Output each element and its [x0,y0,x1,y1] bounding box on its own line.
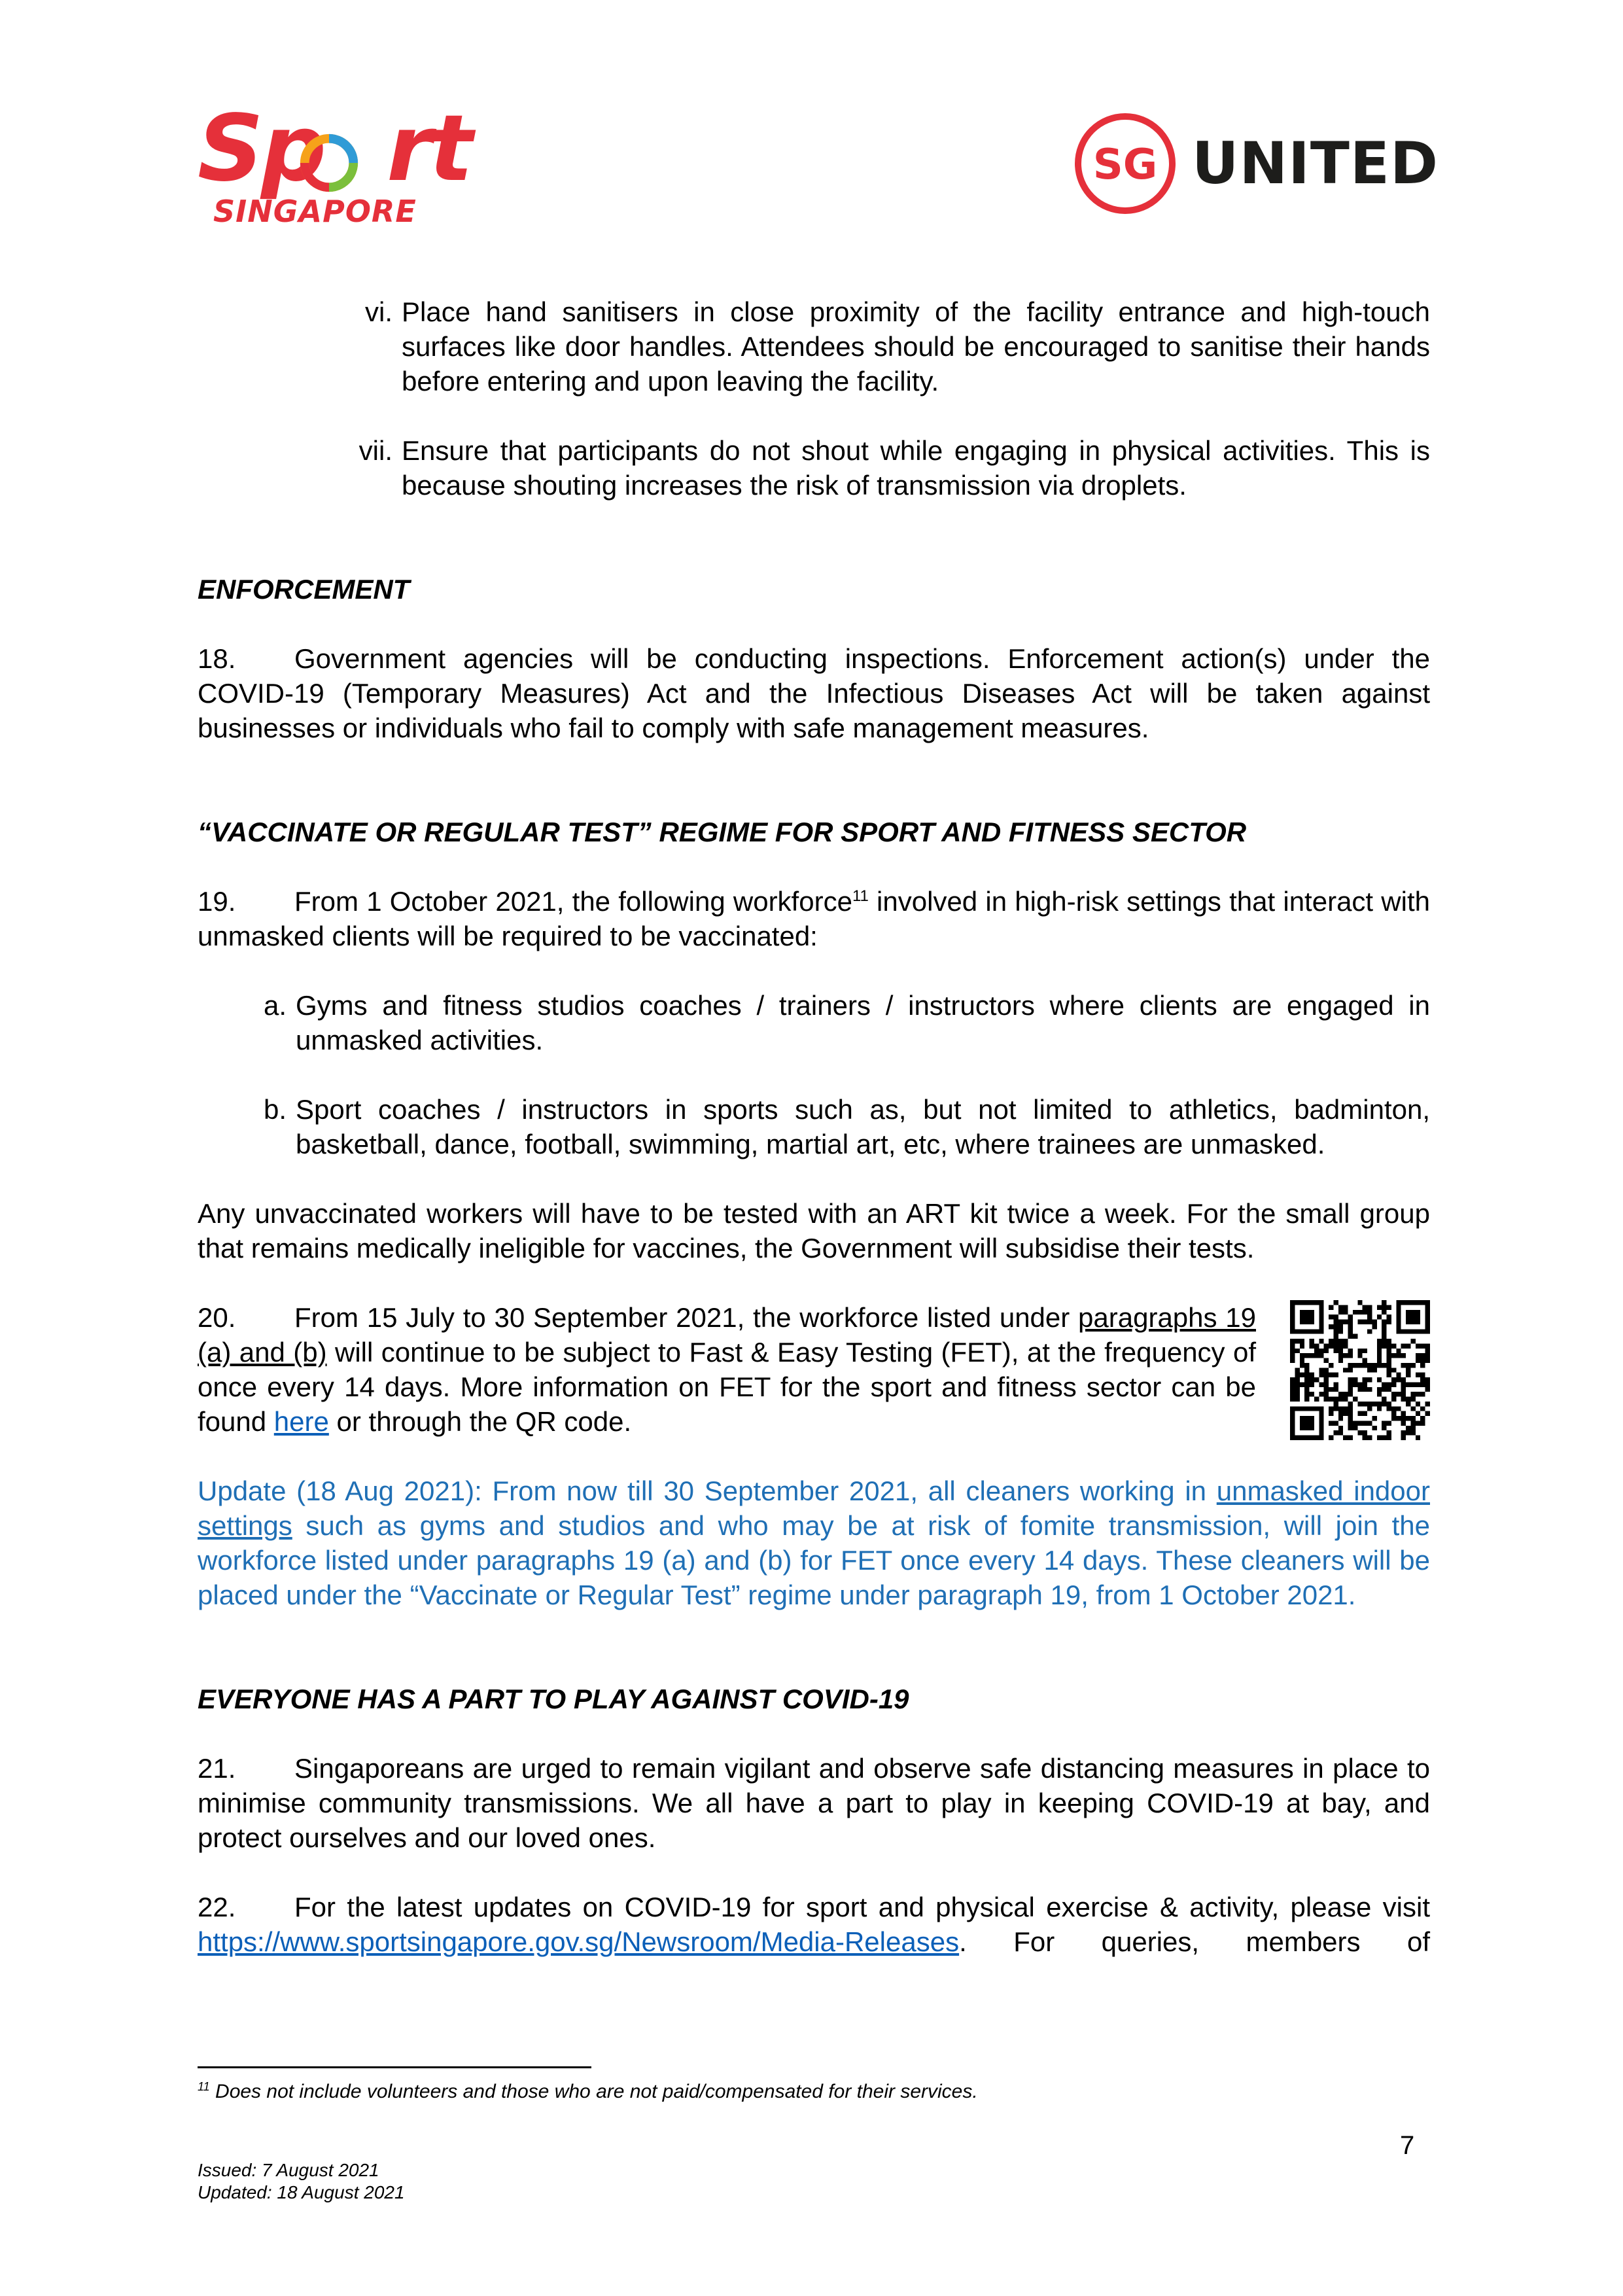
footnote-marker: 11 [198,2080,210,2093]
footnote-separator [198,2066,591,2068]
footnote-ref-11: 11 [852,887,869,905]
qr-code-icon [1290,1300,1430,1440]
footnote-11: $^{11}$ Does not include volunteers and those who are not paid/compensated for their services. [198,2080,978,2102]
heading-everyone-has-a-part: EVERYONE HAS A PART TO PLAY AGAINST COVID-19 [198,1684,909,1714]
page-number: 7 [1400,2131,1415,2160]
issued-date: Issued: 7 August 2021 [198,2160,379,2180]
paragraph-19: 19. From 1 October 2021, the following workforce$^{11}$ involved in high-risk settings that interact with unmasked clients will be required to be vaccinated: [198,884,1430,953]
sport-logo-wordmark: Sp rt [198,96,471,202]
sport-singapore-logo [198,96,471,229]
unmasked-indoor-settings-link[interactable]: unmasked indoor settings [198,1475,1430,1541]
list-marker: vi. [365,296,393,327]
sportsingapore-media-releases-link[interactable]: https://www.sportsingapore.gov.sg/Newsroom/Media-Releases [198,1926,960,1957]
paragraph-unvaccinated-workers: Any unvaccinated workers will have to be tested with an ART kit twice a week. For the small group that remains medically ineligible for vaccines, the Government will subsidise their tests. [198,1198,1430,1263]
list-item-text: Gyms and fitness studios coaches / trainers / instructors where clients are engaged in unmasked activities. [296,990,1430,1055]
heading-vaccinate-or-regular-test: “VACCINATE OR REGULAR TEST” REGIME FOR SPORT AND FITNESS SECTOR [198,817,1247,847]
sg-united-logo [1073,111,1439,216]
list-marker: vii. [358,435,393,466]
paragraph-22: 22. For the latest updates on COVID-19 for sport and physical exercise & activity, please visit https://www.sportsingapore.gov.sg/Newsroom/Media-Releases. For queries, members of [198,1890,1430,1959]
list-marker: a. [263,990,287,1021]
paragraph-21: 21. Singaporeans are urged to remain vigilant and observe safe distancing measures in place to minimise community transmissions. We all have a part to play in keeping COVID-19 at bay, and protect ourselves and our loved ones. [198,1751,1430,1855]
paragraph-18: 18. Government agencies will be conducting inspections. Enforcement action(s) under the COVID-19 (Temporary Measures) Act and the Infectious Diseases Act will be taken against businesses or individuals who fail to comply with safe management measures. [198,641,1430,745]
sg-united-wordmark: UNITED [1192,130,1439,197]
list-item-vii [335,433,1430,503]
paragraph-number: 21. [198,1753,236,1784]
list-item-vi [335,294,1430,398]
issue-dates [198,2159,405,2204]
paragraph-number: 20. [198,1302,236,1333]
sg-badge-text: SG [1092,141,1158,189]
paragraphs-19-link[interactable]: paragraphs 19 (a) and (b) [198,1302,1256,1368]
list-item-text: Ensure that participants do not shout while engaging in physical activities. This is because shouting increases the risk of transmission via droplets. [402,435,1430,501]
fet-info-link[interactable]: here [273,1406,329,1437]
paragraph-20-block [198,1300,1430,1439]
update-notice: Update (18 Aug 2021): From now till 30 September 2021, all cleaners working in unmasked indoor settings such as gyms and studios and who may be at risk of fomite transmission, will join the workforce listed under paragraphs 19 (a) and (b) for FET once every 14 days. These cleaners will be placed under the “Vaccinate or Regular Test” regime under paragraph 19, from 1 October 2021. [198,1475,1430,1610]
updated-date: Updated: 18 August 2021 [198,2182,405,2202]
paragraph-number: 19. [198,886,236,917]
sg-badge-icon [1073,111,1178,216]
document-body [198,294,1430,1959]
list-item-b [242,1092,1430,1161]
paragraph-number: 18. [198,643,236,674]
paragraph-number: 22. [198,1892,236,1922]
list-item-a [242,988,1430,1057]
list-item-text: Place hand sanitisers in close proximity of the facility entrance and high-touch surfaces like door handles. Attendees should be encouraged to sanitise their hands before entering and upon leaving the facility. [402,296,1430,397]
paragraph-20: 20. From 15 July to 30 September 2021, the workforce listed under paragraphs 19 (a) and (b) will continue to be subject to Fast & Easy Testing (FET), at the frequency of once every 14 days. More information on FET for the sport and fitness sector can be found here or through the QR code. [198,1300,1256,1439]
heading-enforcement: ENFORCEMENT [198,574,410,605]
list-marker: b. [263,1094,287,1125]
list-item-text: Sport coaches / instructors in sports such as, but not limited to athletics, badminton, basketball, dance, football, swimming, martial art, etc, where trainees are unmasked. [296,1094,1430,1159]
sport-logo-ring-icon [297,131,361,195]
sport-logo-subtitle: SINGAPORE [213,194,417,229]
